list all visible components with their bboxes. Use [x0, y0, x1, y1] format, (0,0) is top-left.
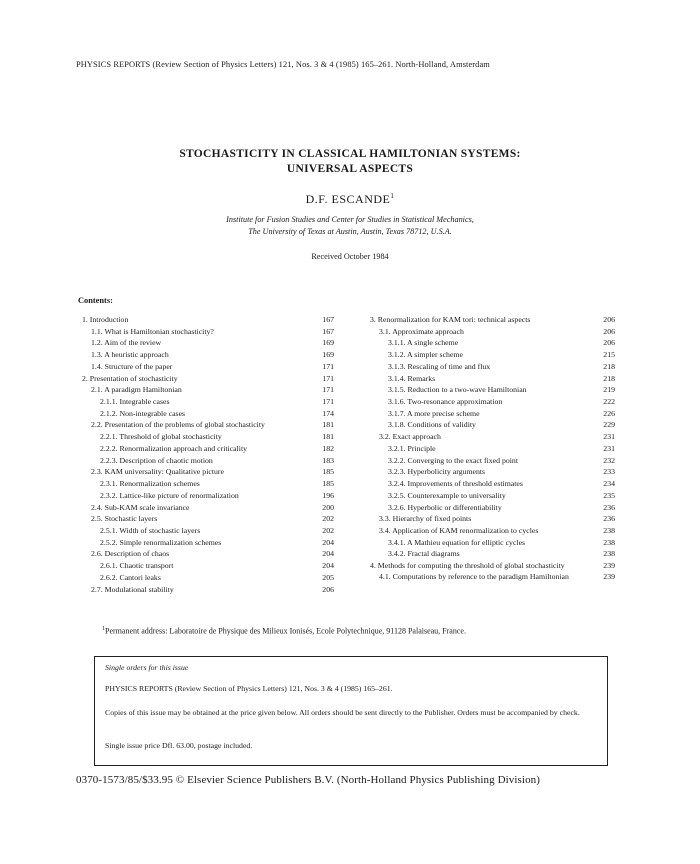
toc-entry-page: 206 — [603, 326, 615, 336]
toc-entry — [82, 443, 334, 455]
toc-entry-title: 3.3. Hierarchy of fixed points — [379, 514, 472, 524]
footnote — [102, 626, 622, 636]
toc-entry — [82, 349, 334, 361]
footnote-mark: 1 — [102, 626, 105, 632]
toc-entry-page: 238 — [603, 525, 615, 535]
toc-entry — [370, 560, 615, 572]
toc-entry — [370, 443, 615, 455]
order-box-instructions: Copies of this issue may be obtained at the price given below. All orders should be sent directly to the Publisher. Orders must be accompanied by check. — [105, 708, 580, 717]
toc-entry-page: 171 — [322, 361, 334, 371]
toc-entry-title: 1. Introduction — [82, 315, 129, 324]
toc-entry-title: 2.1.1. Integrable cases — [100, 397, 170, 407]
toc-entry-title: 2.3.2. Lattice-like picture of renormalization — [100, 490, 239, 500]
toc-entry-title: 4. Methods for computing the threshold of global stochasticity — [370, 561, 565, 571]
toc-entry — [370, 408, 615, 420]
toc-entry-page: 169 — [322, 350, 334, 360]
toc-entry-page: 196 — [322, 490, 334, 500]
toc-entry — [82, 373, 334, 385]
toc-entry-title: 3.2.5. Counterexample to universality — [388, 490, 506, 500]
toc-entry — [82, 513, 334, 525]
toc-entry — [82, 326, 334, 338]
toc-entry — [370, 314, 615, 326]
toc-entry — [370, 548, 615, 560]
toc-entry-title: 2.6. Description of chaos — [91, 549, 170, 559]
toc-entry — [82, 396, 334, 408]
toc-entry — [82, 525, 334, 537]
author-name — [0, 192, 700, 207]
toc-entry-page: 226 — [603, 408, 615, 418]
toc-entry — [370, 373, 615, 385]
toc-entry-page: 239 — [603, 571, 615, 581]
toc-entry — [82, 537, 334, 549]
toc-entry — [370, 384, 615, 396]
toc-entry-title: 3.1.2. A simpler scheme — [388, 350, 463, 360]
toc-entry-page: 231 — [603, 443, 615, 453]
toc-entry-title: 2.5.1. Width of stochastic layers — [100, 525, 201, 535]
toc-entry-page: 171 — [322, 373, 334, 383]
toc-entry-page: 206 — [322, 584, 334, 594]
toc-entry — [82, 314, 334, 326]
toc-entry-title: 2.6.1. Chaotic transport — [100, 561, 174, 571]
toc-entry-page: 206 — [603, 315, 615, 324]
toc-entry-page: 202 — [322, 525, 334, 535]
toc-entry-title: 1.3. A heuristic approach — [91, 350, 169, 360]
toc-entry-page: 218 — [603, 373, 615, 383]
toc-entry-title: 3.4.2. Fractal diagrams — [388, 549, 460, 559]
toc-entry-title: 2.1.2. Non-integrable cases — [100, 408, 186, 418]
toc-entry-page: 206 — [603, 338, 615, 348]
toc-entry-page: 238 — [603, 549, 615, 559]
toc-entry-page: 202 — [322, 514, 334, 524]
toc-entry-page: 200 — [322, 502, 334, 512]
toc-entry-page: 171 — [322, 397, 334, 407]
received-date: Received October 1984 — [311, 252, 389, 261]
toc-entry-title: 4.1. Computations by reference to the paradigm Hamiltonian — [379, 571, 569, 581]
toc-entry-page: 222 — [603, 397, 615, 407]
toc-entry — [82, 490, 334, 502]
toc-entry-page: 171 — [322, 385, 334, 395]
toc-entry-page: 183 — [322, 455, 334, 465]
toc-entry-title: 3. Renormalization for KAM tori: technical aspects — [370, 315, 531, 324]
toc-entry-title: 2.6.2. Cantori leaks — [100, 572, 161, 582]
toc-entry-page: 204 — [322, 537, 334, 547]
toc-entry-page: 233 — [603, 467, 615, 477]
toc-entry — [82, 478, 334, 490]
toc-entry — [82, 408, 334, 420]
toc-entry — [82, 361, 334, 373]
toc-entry-title: 3.2.1. Principle — [388, 443, 436, 453]
toc-entry — [370, 455, 615, 467]
toc-entry-title: 2.5. Stochastic layers — [91, 514, 158, 524]
toc-entry-title: 3.1. Approximate approach — [379, 326, 464, 336]
toc-entry-title: 1.2. Aim of the review — [91, 338, 162, 348]
toc-entry-page: 181 — [322, 432, 334, 442]
toc-entry-title: 3.1.6. Two-resonance approximation — [388, 397, 503, 407]
toc-entry-page: 204 — [322, 549, 334, 559]
toc-entry-page: 181 — [322, 420, 334, 430]
paper-title-line-1: STOCHASTICITY IN CLASSICAL HAMILTONIAN SYSTEMS: — [179, 148, 521, 160]
toc-entry — [82, 560, 334, 572]
contents-heading: Contents: — [78, 296, 113, 305]
toc-entry — [370, 326, 615, 338]
toc-entry-page: 231 — [603, 432, 615, 442]
toc-entry-page: 185 — [322, 467, 334, 477]
toc-entry-title: 3.2.4. Improvements of threshold estimates — [388, 479, 523, 489]
toc-entry — [82, 455, 334, 467]
toc-entry-page: 215 — [603, 350, 615, 360]
toc-entry-page: 182 — [322, 443, 334, 453]
toc-entry-title: 3.1.7. A more precise scheme — [388, 408, 480, 418]
toc-entry-title: 3.4. Application of KAM renormalization to cycles — [379, 525, 539, 535]
toc-entry-title: 3.4.1. A Mathieu equation for elliptic cycles — [388, 537, 526, 547]
toc-entry — [370, 396, 615, 408]
toc-entry-page: 239 — [603, 561, 615, 571]
affiliation-line-1: Institute for Fusion Studies and Center for Studies in Statistical Mechanics, — [226, 215, 474, 224]
toc-entry — [370, 490, 615, 502]
toc-entry — [82, 337, 334, 349]
toc-entry — [370, 478, 615, 490]
order-box-heading: Single orders for this issue — [105, 663, 189, 672]
toc-entry-title: 3.2.2. Converging to the exact fixed point — [388, 455, 518, 465]
toc-entry — [82, 466, 334, 478]
toc-left-column — [82, 314, 334, 595]
toc-entry-title: 2.1. A paradigm Hamiltonian — [91, 385, 182, 395]
toc-entry-page: 235 — [603, 490, 615, 500]
toc-entry — [370, 361, 615, 373]
toc-entry — [82, 431, 334, 443]
order-box-price: Single issue price Dfl. 63.00, postage included. — [105, 741, 253, 750]
toc-entry-page: 185 — [322, 479, 334, 489]
toc-entry — [82, 572, 334, 584]
toc-entry-title: 3.1.1. A single scheme — [388, 338, 459, 348]
toc-entry — [370, 525, 615, 537]
toc-entry-title: 1.1. What is Hamiltonian stochasticity? — [91, 326, 214, 336]
toc-entry — [370, 513, 615, 525]
toc-entry-title: 2.4. Sub-KAM scale invariance — [91, 502, 190, 512]
toc-right-column — [370, 314, 615, 582]
toc-entry-page: 232 — [603, 455, 615, 465]
toc-entry — [370, 431, 615, 443]
toc-entry-page: 218 — [603, 361, 615, 371]
toc-entry-page: 174 — [322, 408, 334, 418]
toc-entry-title: 2.2.1. Threshold of global stochasticity — [100, 432, 222, 442]
toc-entry — [82, 548, 334, 560]
toc-entry-title: 1.4. Structure of the paper — [91, 361, 173, 371]
toc-entry-title: 3.2.6. Hyperbolic or differentiability — [388, 502, 502, 512]
affiliation-line-2: The University of Texas at Austin, Austin, Texas 78712, U.S.A. — [248, 227, 452, 236]
toc-entry-title: 2.3. KAM universality: Qualitative picture — [91, 467, 224, 477]
paper-title-line-2: UNIVERSAL ASPECTS — [286, 163, 414, 175]
toc-entry — [370, 337, 615, 349]
toc-entry — [82, 584, 334, 596]
order-box-reference: PHYSICS REPORTS (Review Section of Physics Letters) 121, Nos. 3 & 4 (1985) 165–261. — [105, 684, 393, 693]
toc-entry-title: 3.2. Exact approach — [379, 432, 441, 442]
toc-entry-title: 3.1.5. Reduction to a two-wave Hamiltonian — [388, 385, 527, 395]
toc-entry — [370, 466, 615, 478]
toc-entry — [370, 537, 615, 549]
toc-entry-title: 3.1.3. Rescaling of time and flux — [388, 361, 491, 371]
toc-entry — [370, 502, 615, 514]
toc-entry-page: 234 — [603, 479, 615, 489]
toc-entry-title: 2.2.2. Renormalization approach and criticality — [100, 443, 248, 453]
journal-header: PHYSICS REPORTS (Review Section of Physics Letters) 121, Nos. 3 & 4 (1985) 165–261. North-Holland, Amsterdam — [76, 60, 490, 69]
toc-entry-page: 236 — [603, 514, 615, 524]
toc-entry-page: 236 — [603, 502, 615, 512]
toc-entry-page: 238 — [603, 537, 615, 547]
toc-entry-title: 2.3.1. Renormalization schemes — [100, 479, 200, 489]
toc-entry-page: 204 — [322, 561, 334, 571]
toc-entry-page: 219 — [603, 385, 615, 395]
toc-entry-page: 167 — [322, 315, 334, 324]
toc-entry-title: 2.7. Modulational stability — [91, 584, 174, 594]
toc-entry-page: 167 — [322, 326, 334, 336]
toc-entry-title: 3.1.8. Conditions of validity — [388, 420, 476, 430]
author-footnote-mark: 1 — [390, 192, 395, 200]
toc-entry — [82, 419, 334, 431]
toc-entry-title: 2.5.2. Simple renormalization schemes — [100, 537, 222, 547]
toc-entry-title: 3.1.4. Remarks — [388, 373, 436, 383]
toc-entry-title: 2.2. Presentation of the problems of global stochasticity — [91, 420, 265, 430]
toc-entry — [370, 349, 615, 361]
toc-entry-title: 2. Presentation of stochasticity — [82, 373, 178, 383]
toc-entry-page: 205 — [322, 572, 334, 582]
toc-entry — [370, 572, 615, 582]
toc-entry — [370, 419, 615, 431]
footnote-text: Permanent address: Laboratoire de Physique des Milieux Ionisés, Ecole Polytechnique, 91128 Palaiseau, France. — [105, 626, 466, 636]
toc-entry — [82, 384, 334, 396]
toc-entry-title: 3.2.3. Hyperbolicity arguments — [388, 467, 486, 477]
toc-entry-title: 2.2.3. Description of chaotic motion — [100, 455, 213, 465]
toc-entry-page: 169 — [322, 338, 334, 348]
toc-entry-page: 229 — [603, 420, 615, 430]
copyright-line: 0370-1573/85/$33.95 © Elsevier Science Publishers B.V. (North-Holland Physics Publishing Division) — [76, 774, 541, 786]
toc-entry — [82, 502, 334, 514]
author-name-text: D.F. ESCANDE — [305, 192, 391, 206]
